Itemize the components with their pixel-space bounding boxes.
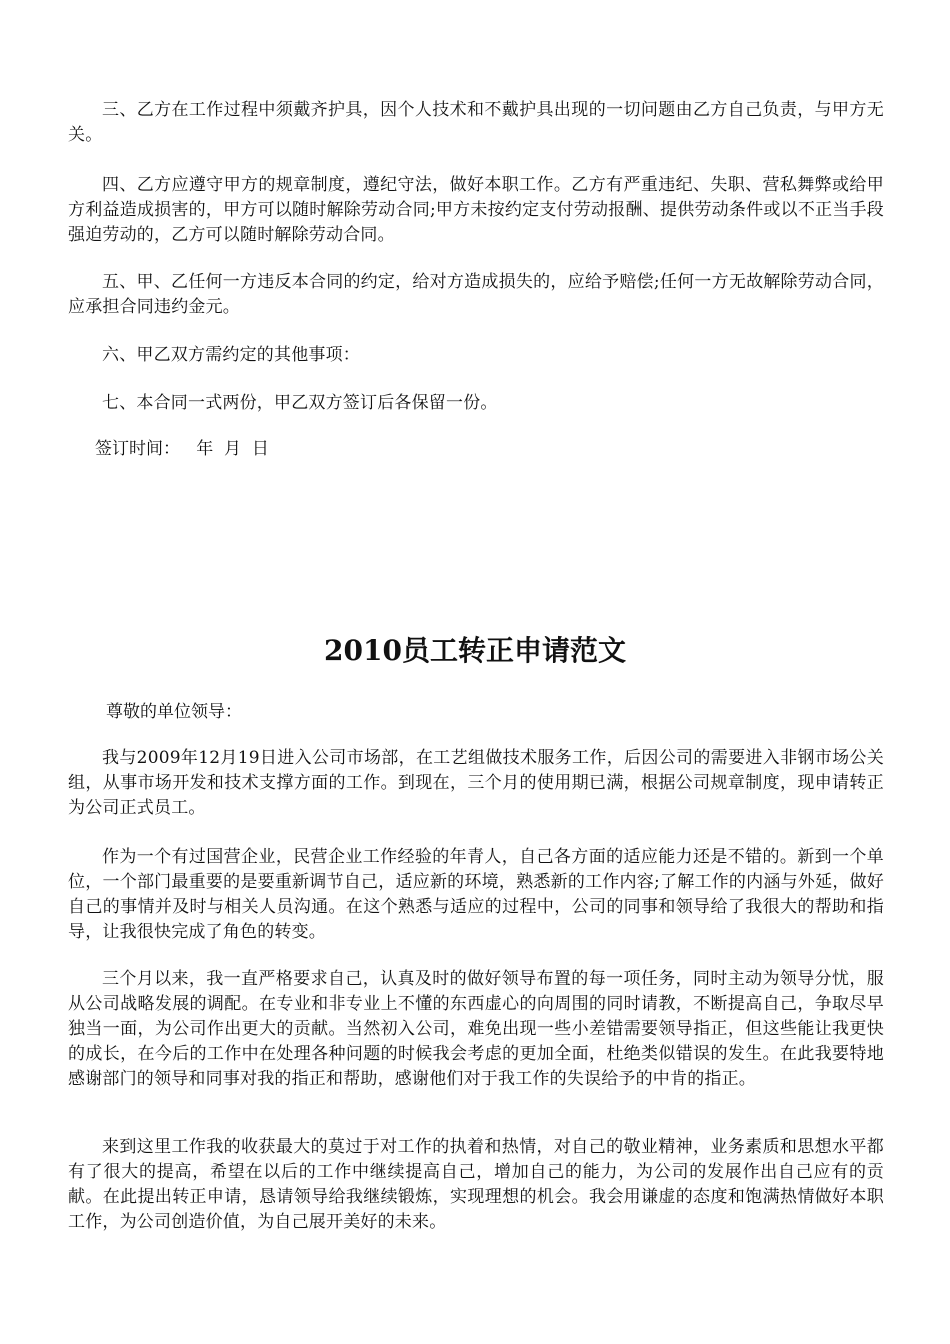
document-title: 2010员工转正申请范文	[324, 634, 626, 667]
contract-clause-6: 六、甲乙双方需约定的其他事项：	[102, 345, 360, 365]
salutation: 尊敬的单位领导：	[106, 702, 242, 722]
contract-clause-7: 七、本合同一式两份，甲乙双方签订后各保留一份。	[102, 393, 498, 413]
application-paragraph-1: 我与2009年12月19日进入公司市场部，在工艺组做技术服务工作，后因公司的需要进入非钢市场公关组，从事市场开发和技术支撑方面的工作。到现在，三个月的使用期已满，根据公司规章制度，现申请转正为公司正式员工。	[68, 748, 884, 818]
contract-clause-4: 四、乙方应遵守甲方的规章制度，遵纪守法，做好本职工作。乙方有严重违纪、失职、营私舞弊或给甲方利益造成损害的，甲方可以随时解除劳动合同;甲方未按约定支付劳动报酬、提供劳动条件或以不正当手段强迫劳动的，乙方可以随时解除劳动合同。	[68, 175, 884, 245]
application-paragraph-2: 作为一个有过国营企业，民营企业工作经验的年青人，自己各方面的适应能力还是不错的。新到一个单位，一个部门最重要的是要重新调节自己，适应新的环境，熟悉新的工作内容;了解工作的内涵与外延，做好自己的事情并及时与相关人员沟通。在这个熟悉与适应的过程中，公司的同事和领导给了我很大的帮助和指导，让我很快完成了角色的转变。	[68, 847, 884, 942]
application-paragraph-4: 来到这里工作我的收获最大的莫过于对工作的执着和热情，对自己的敬业精神，业务素质和思想水平都有了很大的提高，希望在以后的工作中继续提高自己，增加自己的能力，为公司的发展作出自己应有的贡献。在此提出转正申请，恳请领导给我继续锻炼，实现理想的机会。我会用谦虚的态度和饱满热情做好本职工作，为公司创造价值，为自己展开美好的未来。	[68, 1137, 884, 1232]
contract-clause-3: 三、乙方在工作过程中须戴齐护具，因个人技术和不戴护具出现的一切问题由乙方自己负责，与甲方无关。	[68, 100, 884, 145]
sign-date-line: 签订时间： 年 月 日	[95, 439, 269, 459]
contract-clause-5: 五、甲、乙任何一方违反本合同的约定，给对方造成损失的，应给予赔偿;任何一方无故解除劳动合同，应承担合同违约金元。	[68, 272, 884, 317]
application-paragraph-3: 三个月以来，我一直严格要求自己，认真及时的做好领导布置的每一项任务，同时主动为领导分忧，服从公司战略发展的调配。在专业和非专业上不懂的东西虚心的向周围的同时请教，不断提高自己，争取尽早独当一面，为公司作出更大的贡献。当然初入公司，难免出现一些小差错需要领导指正，但这些能让我更快的成长，在今后的工作中在处理各种问题的时候我会考虑的更加全面，杜绝类似错误的发生。在此我要特地感谢部门的领导和同事对我的指正和帮助，感谢他们对于我工作的失误给予的中肯的指正。	[68, 969, 884, 1089]
